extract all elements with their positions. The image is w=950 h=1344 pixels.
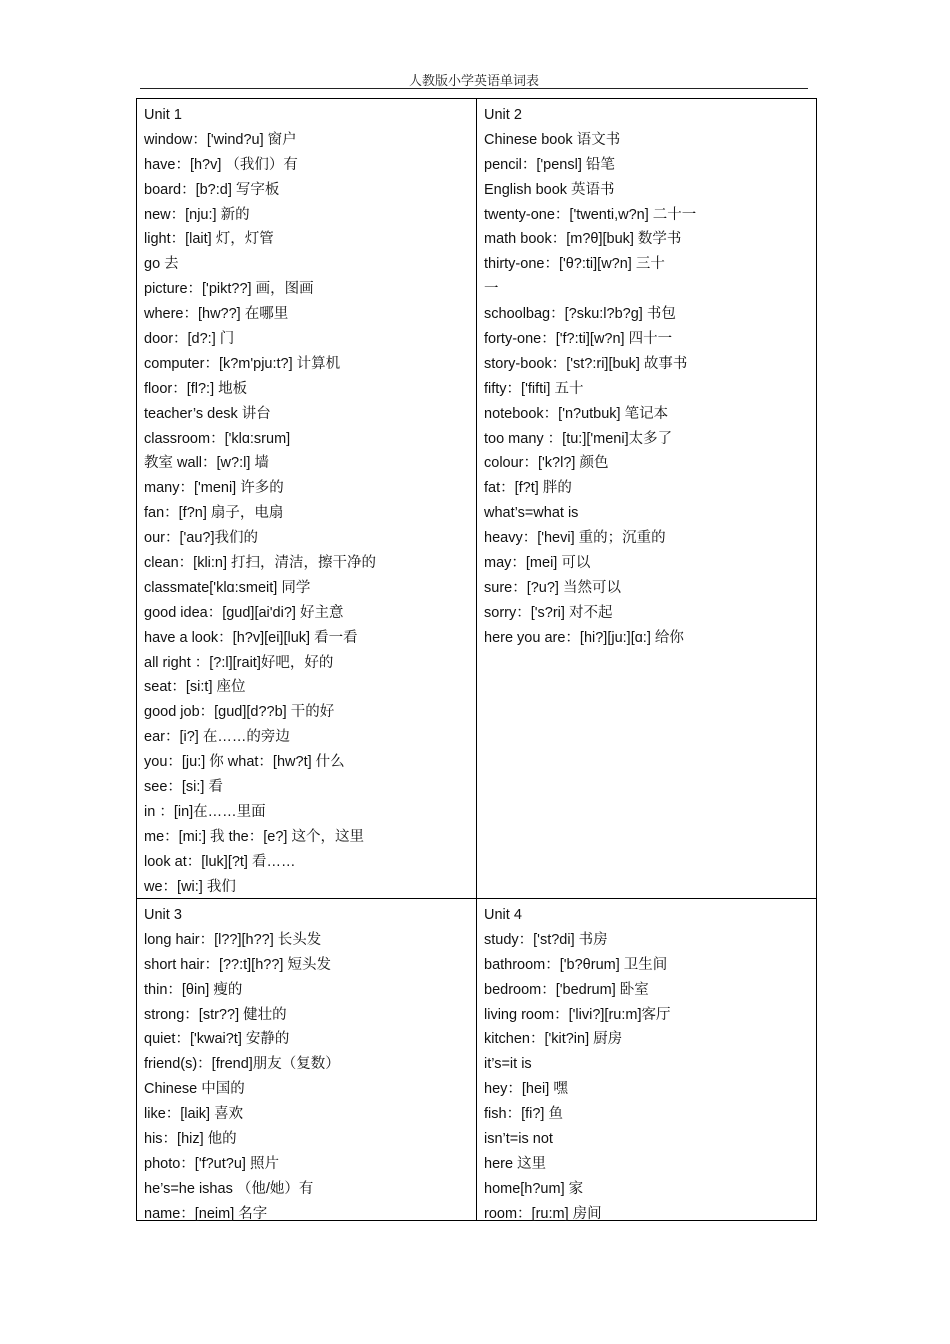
vocab-entry: good idea：[gud][ai'di?] 好主意	[144, 604, 344, 621]
vocab-entry: door：[d?:] 门	[144, 331, 235, 348]
vocab-entry: picture：['pikt??] 画，图画	[144, 281, 314, 298]
vocab-entry: here you are：[hi?][ju:][ɑ:] 给你	[484, 629, 684, 646]
vocab-entry: strong：[str??] 健壮的	[144, 1006, 287, 1023]
unit-4-cell	[477, 899, 816, 1220]
vocab-entry: have a look：[h?v][ei][luk] 看一看	[144, 629, 358, 646]
vocab-entry: schoolbag：[?sku:l?b?g] 书包	[484, 306, 676, 323]
vocab-entry: sure：[?u?] 当然可以	[484, 579, 621, 596]
vocab-entry: we：[wi:] 我们	[144, 878, 236, 895]
vocab-entry: new：[nju:] 新的	[144, 206, 250, 223]
vocab-entry: fat：[f?t] 胖的	[484, 480, 572, 497]
vocab-entry: bedroom：['bedrum] 卧室	[484, 981, 649, 998]
vocab-entry: story-book：['st?:ri][buk] 故事书	[484, 355, 688, 372]
vocab-entry: all right ：[?:l][rait]好吧，好的	[144, 654, 334, 671]
vocab-entry: his：[hiz] 他的	[144, 1131, 237, 1148]
vocab-entry: he’s=he ishas （他/她）有	[144, 1180, 314, 1197]
unit-2-cell	[477, 99, 816, 899]
vocab-entry: hey：[hei] 嘿	[484, 1081, 568, 1098]
vocab-entry: bathroom：['b?θrum] 卫生间	[484, 956, 668, 973]
vocab-entry: quiet：['kwai?t] 安静的	[144, 1031, 290, 1048]
vocab-entry: seat：[si:t] 座位	[144, 679, 246, 696]
vocab-entry: notebook：['n?utbuk] 笔记本	[484, 405, 669, 422]
unit-title: Unit 4	[484, 907, 522, 923]
header-rule	[140, 88, 808, 89]
unit-title: Unit 3	[144, 907, 182, 923]
vocab-entry: computer：[k?m'pju:t?] 计算机	[144, 355, 341, 372]
vocab-entry: board：[b?:d] 写字板	[144, 181, 280, 198]
vocab-entry: colour：['k?l?] 颜色	[484, 455, 609, 472]
unit-title: Unit 1	[144, 107, 182, 123]
vocab-entry: long hair：[l??][h??] 长头发	[144, 931, 322, 948]
vocab-entry: 教室 wall：[w?:l] 墙	[144, 455, 269, 472]
vocab-entry: see：[si:] 看	[144, 779, 223, 796]
vocab-entry: what’s=what is	[484, 505, 579, 522]
vocab-entry: classmate['klɑ:smeit] 同学	[144, 579, 311, 596]
vocab-entry: sorry：['s?ri] 对不起	[484, 604, 613, 621]
vocab-entry: here 这里	[484, 1155, 547, 1172]
vocab-entry: room：[ru:m] 房间	[484, 1205, 602, 1222]
vocab-entry: heavy：['hevi] 重的；沉重的	[484, 530, 666, 547]
vocab-entry: many：['meni] 许多的	[144, 480, 284, 497]
vocab-entry: study：['st?di] 书房	[484, 931, 608, 948]
vocab-entry: have：[h?v] （我们）有	[144, 156, 298, 173]
vocab-entry: name：[neim] 名字	[144, 1205, 268, 1222]
vocab-entry: Chinese 中国的	[144, 1081, 245, 1098]
vocab-entry: fifty：['fifti] 五十	[484, 380, 584, 397]
vocab-entry: short hair：[??:t][h??] 短头发	[144, 956, 331, 973]
vocab-entry: floor：[fl?:] 地板	[144, 380, 248, 397]
vocab-entry: photo：['f?ut?u] 照片	[144, 1155, 279, 1172]
vocab-entry: isn’t=is not	[484, 1131, 553, 1148]
vocab-entry: thin：[θin] 瘦的	[144, 981, 243, 998]
vocab-entry: thirty-one：['θ?:ti][w?n] 三十	[484, 256, 665, 273]
vocab-entry: pencil：['pensl] 铅笔	[484, 156, 615, 173]
vocab-entry: home[h?um] 家	[484, 1180, 584, 1197]
vocab-entry: Chinese book 语文书	[484, 131, 621, 148]
vocab-entry: good job：[gud][d??b] 干的好	[144, 704, 335, 721]
unit-3-cell	[137, 899, 477, 1220]
vocab-entry: me：[mi:] 我 the：[e?] 这个，这里	[144, 828, 364, 845]
vocab-entry: ear：[i?] 在……的旁边	[144, 729, 290, 746]
unit-title: Unit 2	[484, 107, 522, 123]
vocab-entry: teacher’s desk 讲台	[144, 405, 271, 422]
page-header-title: 人教版小学英语单词表	[408, 74, 539, 89]
vocab-entry: go 去	[144, 256, 179, 273]
vocab-entry: may：[mei] 可以	[484, 555, 591, 572]
vocab-entry: math book：[m?θ][buk] 数学书	[484, 231, 682, 248]
vocab-entry: like：[laik] 喜欢	[144, 1106, 244, 1123]
vocab-entry: where：[hw??] 在哪里	[144, 306, 289, 323]
vocab-entry: window：['wind?u] 窗户	[144, 131, 297, 148]
vocab-entry: too many ：[tu:]['meni]太多了	[484, 430, 673, 447]
vocab-entry: English book 英语书	[484, 181, 615, 198]
vocabulary-table	[136, 98, 817, 1221]
vocab-entry: living room：['livi?][ru:m]客厅	[484, 1006, 671, 1023]
vocab-entry: fish：[fi?] 鱼	[484, 1106, 563, 1123]
vocab-entry: friend(s)：[frend]朋友（复数）	[144, 1056, 340, 1073]
vocab-entry: clean：[kli:n] 打扫，清洁，擦干净的	[144, 555, 377, 572]
vocab-entry: in ：[in]在……里面	[144, 803, 266, 820]
vocab-entry: look at：[luk][?t] 看……	[144, 853, 296, 870]
vocab-entry: classroom：['klɑ:srum]	[144, 430, 291, 447]
vocab-entry: our：['au?]我们的	[144, 530, 258, 547]
vocab-entry: kitchen：['kit?in] 厨房	[484, 1031, 623, 1048]
vocab-entry: fan：[f?n] 扇子，电扇	[144, 505, 284, 522]
unit-1-cell	[137, 99, 477, 899]
vocab-entry: light：[lait] 灯，灯管	[144, 231, 274, 248]
vocab-entry: 一	[484, 281, 499, 298]
vocab-entry: twenty-one：['twenti,w?n] 二十一	[484, 206, 697, 223]
vocab-entry: you：[ju:] 你 what：[hw?t] 什么	[144, 754, 345, 771]
vocab-entry: forty-one：['f?:ti][w?n] 四十一	[484, 331, 673, 348]
vocab-entry: it’s=it is	[484, 1056, 532, 1073]
